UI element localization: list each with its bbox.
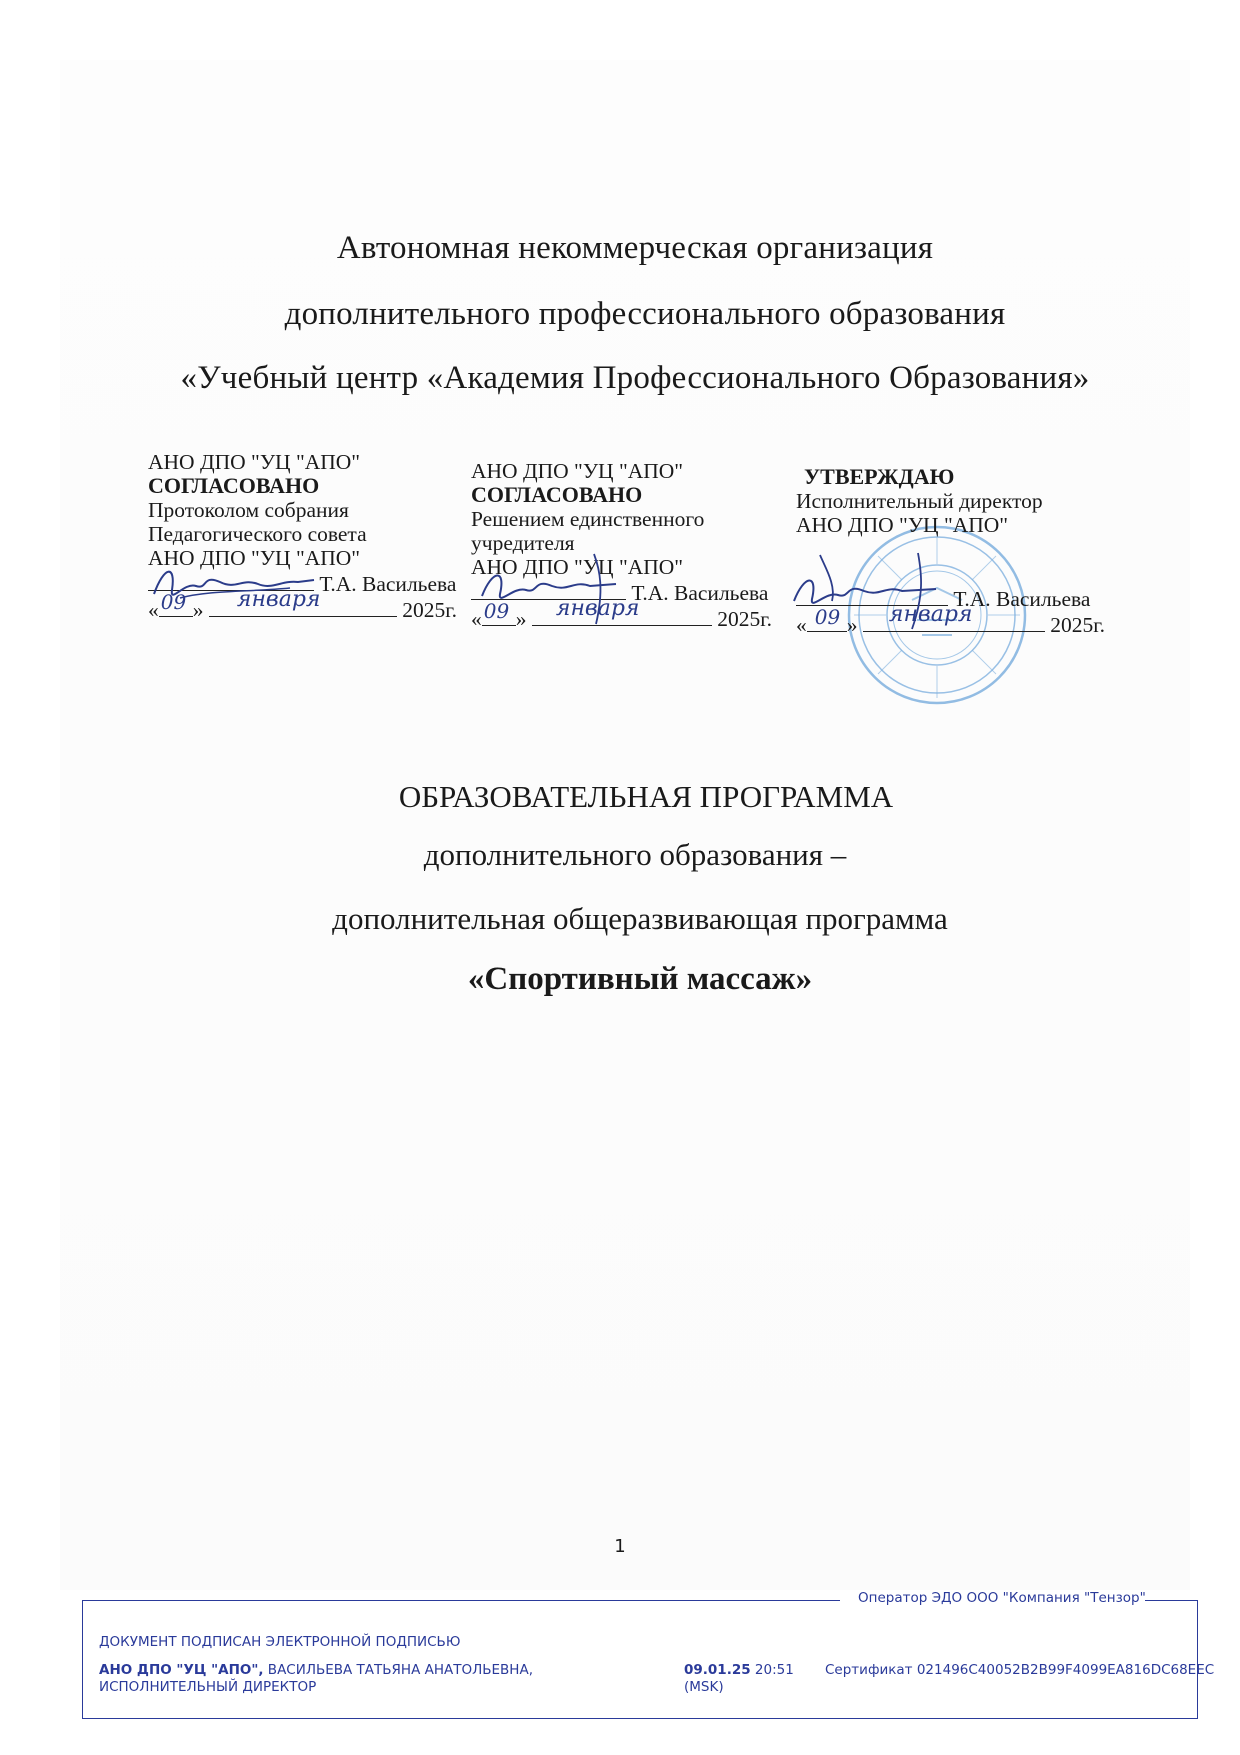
approval-basis-line-1: Решением единственного	[471, 507, 705, 531]
edo-operator: Оператор ЭДО ООО "Компания "Тензор"	[858, 1590, 1146, 1606]
program-title: ОБРАЗОВАТЕЛЬНАЯ ПРОГРАММА	[398, 779, 894, 814]
handwritten-signature-icon	[150, 560, 320, 610]
signer-org: АНО ДПО "УЦ "АПО",	[99, 1662, 264, 1678]
signer-person: ВАСИЛЬЕВА ТАТЬЯНА АНАТОЛЬЕВНА, ИСПОЛНИТЕЛЬНЫЙ ДИРЕКТОР	[99, 1662, 533, 1695]
handwritten-signature-icon	[476, 550, 646, 630]
approval-status: СОГЛАСОВАНО	[471, 482, 643, 507]
signed-notice: ДОКУМЕНТ ПОДПИСАН ЭЛЕКТРОННОЙ ПОДПИСЬЮ	[99, 1634, 461, 1650]
program-subtitle-1: дополнительного образования –	[423, 837, 847, 872]
certificate-id: Сертификат 021496C40052B2B99F4099EA816DC68EEC	[825, 1662, 1215, 1678]
sign-timezone: (MSK)	[684, 1679, 724, 1695]
date-month: января	[888, 602, 973, 627]
signer-info	[99, 1662, 659, 1696]
signer-name: Т.А. Васильева	[631, 581, 769, 605]
page-number: 1	[614, 1536, 626, 1557]
approval-basis-line-1: Исполнительный директор	[796, 489, 1043, 513]
date-line: « 09 » января 2025г.	[471, 596, 773, 631]
footer-border	[1145, 1600, 1197, 1601]
date-line: « 09 » января 2025г.	[796, 602, 1106, 637]
org-name-line-1: Автономная некоммерческая организация	[336, 230, 934, 266]
date-year: 2025г.	[717, 607, 773, 631]
e-signature-footer	[82, 1590, 1215, 1719]
org-name-line-2: дополнительного профессионального образования	[284, 296, 1006, 332]
handwritten-signature-icon	[786, 545, 966, 635]
approval-status: УТВЕРЖДАЮ	[804, 464, 955, 489]
sign-time: 20:51	[750, 1662, 794, 1678]
signer-name: Т.А. Васильева	[953, 587, 1091, 611]
approval-basis-line-3: АНО ДПО "УЦ "АПО"	[471, 555, 684, 579]
approval-status: СОГЛАСОВАНО	[148, 473, 320, 498]
date-year: 2025г.	[402, 598, 458, 622]
date-day: 09	[160, 590, 187, 614]
approval-basis-line-1: Протоколом собрания	[148, 498, 349, 522]
approval-org: АНО ДПО "УЦ "АПО"	[148, 450, 361, 474]
program-name: «Спортивный массаж»	[467, 961, 813, 997]
sign-date: 09.01.25	[684, 1662, 751, 1678]
sign-datetime	[684, 1662, 804, 1696]
footer-border	[83, 1600, 840, 1601]
org-name-line-3: «Учебный центр «Академия Профессионального Образования»	[180, 360, 1090, 396]
page-background	[60, 60, 1190, 1590]
date-year: 2025г.	[1050, 613, 1106, 637]
date-line: « 09 » января 2025г.	[148, 587, 458, 622]
approval-basis-line-3: АНО ДПО "УЦ "АПО"	[148, 546, 361, 570]
date-month: января	[555, 596, 640, 621]
date-day: 09	[814, 605, 841, 629]
approval-basis-line-2: Педагогического совета	[148, 522, 367, 546]
program-subtitle-2: дополнительная общеразвивающая программа	[332, 901, 948, 936]
date-day: 09	[483, 599, 510, 623]
approval-basis-line-2: АНО ДПО "УЦ "АПО"	[796, 513, 1009, 537]
date-month: января	[236, 587, 321, 612]
approval-org: АНО ДПО "УЦ "АПО"	[471, 459, 684, 483]
approval-basis-line-2: учредителя	[471, 531, 575, 555]
signer-name: Т.А. Васильева	[319, 572, 457, 596]
